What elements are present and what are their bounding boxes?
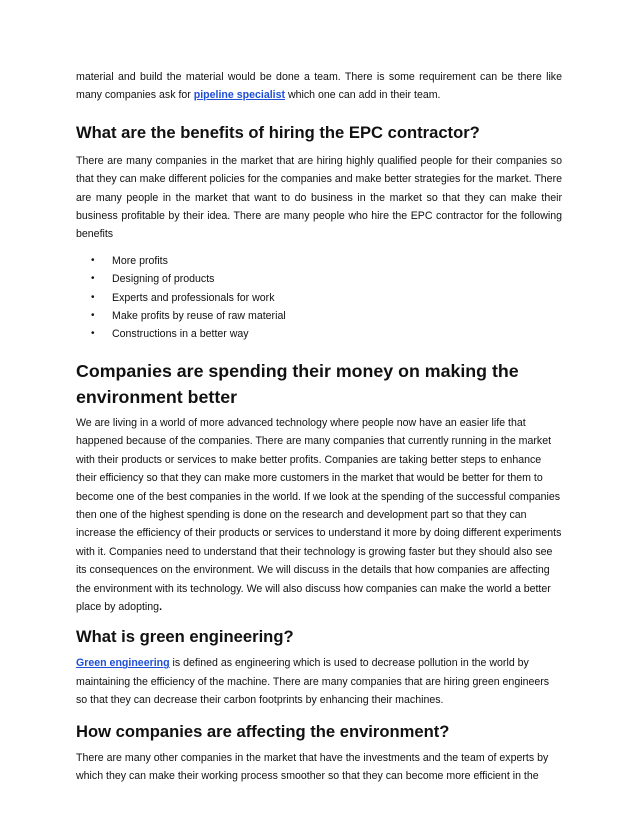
benefits-list xyxy=(76,252,562,344)
companies-spending-text: We are living in a world of more advanced technology where people now have an easier life that happened because of the companies. There are many companies that currently running in the market with their products or services to make better profits. Companies are taking better steps to enhance their efficiency so that they can make more customers in the market that would be better for them to become one of the best companies in the world. If we look at the spending of the successful companies then one of the highest spending is done on the research and development part so that they can increase the efficiency of their products or services to understand it more by doing different experiments with it. Companies need to understand that their technology is growing faster but they should also see its consequences on the environment. We will discuss in the details that how companies are affecting the environment with its technology. We will also discuss how companies can make the world a better place by adopting xyxy=(76,416,562,613)
list-item xyxy=(76,270,562,288)
intro-text-after: which one can add in their team. xyxy=(285,89,441,102)
green-engineering-text: is defined as engineering which is used to decrease pollution in the world by maintaining the efficiency of the machine. There are many companies that are hiring green engineers so that they can decrease their carbon footprints by enhancing their machines. xyxy=(76,657,550,707)
pipeline-specialist-link[interactable]: pipeline specialist xyxy=(193,89,286,102)
green-engineering-link[interactable]: Green engineering xyxy=(76,657,170,670)
bullet-icon: • xyxy=(91,328,95,340)
heading-companies-spending: Companies are spending their money on making the environment better xyxy=(76,360,519,407)
list-item-text: Designing of products xyxy=(112,273,215,286)
bullet-icon: • xyxy=(91,273,95,285)
bullet-icon: • xyxy=(91,291,95,303)
heading-green-engineering: What is green engineering? xyxy=(76,627,294,647)
companies-affecting-paragraph: There are many other companies in the market that have the investments and the team of experts by which they can make their working process smoother so that they can become more efficient in the xyxy=(76,751,549,782)
intro-paragraph xyxy=(76,68,562,105)
bullet-icon: • xyxy=(91,310,95,322)
list-item-text: Make profits by reuse of raw material xyxy=(112,310,286,323)
list-item xyxy=(76,325,562,343)
list-item xyxy=(76,289,562,307)
companies-spending-paragraph xyxy=(76,414,562,616)
epc-benefits-paragraph: There are many companies in the market that are hiring highly qualified people for their companies so that they can make different policies for the companies and make better strategies for the market. There are many people in the market that want to do business in the market so that they can make their business profitable by their idea. There are many people who hire the EPC contractor for the following benefits xyxy=(76,154,562,241)
green-engineering-paragraph xyxy=(76,654,562,709)
list-item xyxy=(76,252,562,270)
heading-companies-affecting: How companies are affecting the environment? xyxy=(76,721,450,741)
list-item xyxy=(76,307,562,325)
list-item-text: More profits xyxy=(112,254,168,267)
list-item-text: Experts and professionals for work xyxy=(112,291,275,304)
bullet-icon: • xyxy=(91,254,95,266)
list-item-text: Constructions in a better way xyxy=(112,328,249,341)
heading-epc-benefits: What are the benefits of hiring the EPC contractor? xyxy=(76,122,480,142)
intro-text-before: material and build the material would be done a team. There is some requirement can be there like many companies ask for xyxy=(76,71,562,102)
final-period: . xyxy=(159,600,163,613)
document-page xyxy=(76,68,562,785)
